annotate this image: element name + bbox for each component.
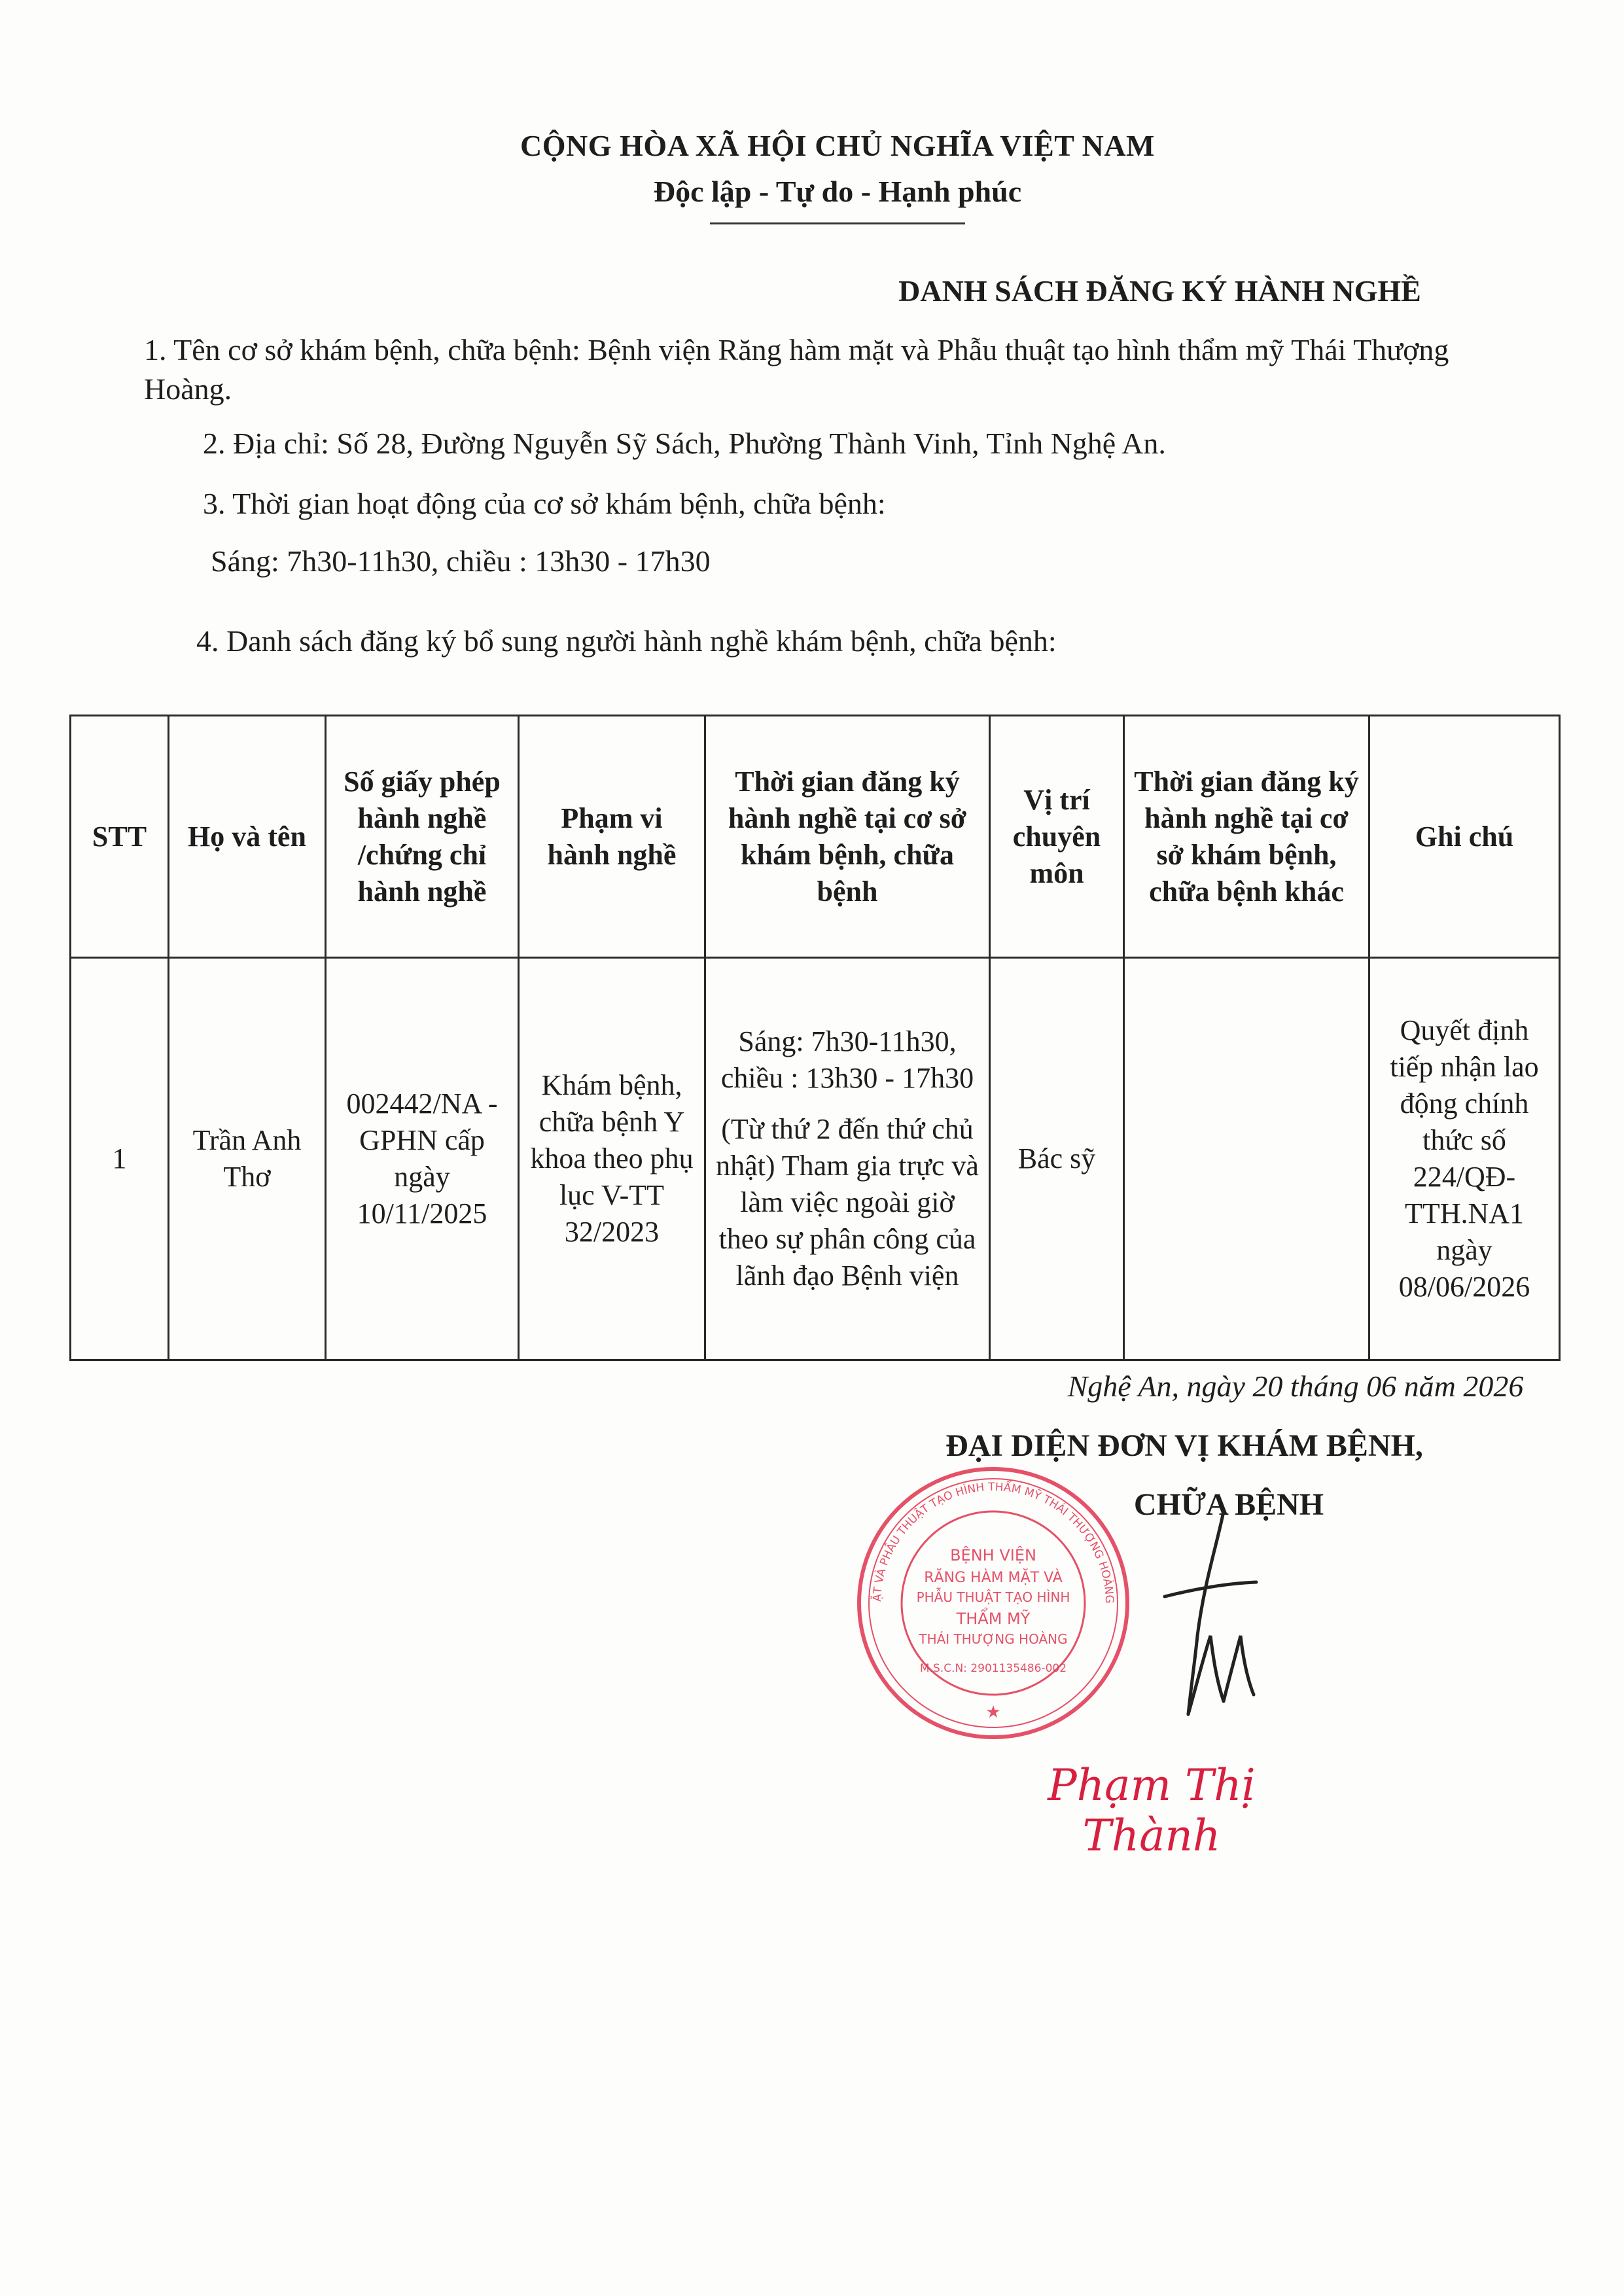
table-header-row: [71, 716, 1560, 958]
cell-time-here: [705, 958, 990, 1360]
cell-note: Quyết định tiếp nhận lao động chính thức số 224/QĐ-TTH.NA1 ngày 08/06/2026: [1369, 958, 1560, 1360]
facility-name-paragraph: 1. Tên cơ sở khám bệnh, chữa bệnh: Bệnh viện Răng hàm mặt và Phẫu thuật tạo hình thẩm mỹ Thái Thượng Hoàng.: [144, 333, 1449, 406]
handwritten-signature: [1125, 1505, 1269, 1727]
nation-heading: CỘNG HÒA XÃ HỘI CHỦ NGHĨA VIỆT NAM: [520, 129, 1155, 162]
stamp-code: M.S.C.N: 2901135486-002: [919, 1662, 1067, 1675]
cell-license: 002442/NA - GPHN cấp ngày 10/11/2025: [326, 958, 519, 1360]
cell-time-here-detail: (Từ thứ 2 đến thứ chủ nhật) Tham gia trực và làm việc ngoài giờ theo sự phân công của lãnh đạo Bệnh viện: [716, 1113, 979, 1292]
registration-table: [69, 715, 1561, 1361]
table-row: [71, 958, 1560, 1360]
document-title: DANH SÁCH ĐĂNG KÝ HÀNH NGHỀ: [898, 274, 1421, 308]
address-paragraph: 2. Địa chỉ: Số 28, Đường Nguyễn Sỹ Sách, Phường Thành Vinh, Tỉnh Nghệ An.: [203, 427, 1166, 460]
header-scope: Phạm vi hành nghề: [519, 716, 705, 958]
header-position: Vị trí chuyên môn: [990, 716, 1124, 958]
cell-scope: Khám bệnh, chữa bệnh Y khoa theo phụ lục V-TT 32/2023: [519, 958, 705, 1360]
registration-list-label: 4. Danh sách đăng ký bổ sung người hành nghề khám bệnh, chữa bệnh:: [196, 624, 1057, 658]
header-time-other: Thời gian đăng ký hành nghề tại cơ sở khám bệnh, chữa bệnh khác: [1124, 716, 1369, 958]
hours-value: Sáng: 7h30-11h30, chiều : 13h30 - 17h30: [211, 544, 711, 578]
cell-position: Bác sỹ: [990, 958, 1124, 1360]
stamp-graphic: [849, 1459, 1137, 1747]
stamp-line3: PHẪU THUẬT TẠO HÌNH: [916, 1589, 1070, 1605]
representative-title-line1: ĐẠI DIỆN ĐƠN VỊ KHÁM BỆNH,: [945, 1428, 1423, 1463]
motto-heading: Độc lập - Tự do - Hạnh phúc: [653, 175, 1022, 208]
motto-underline: [710, 222, 965, 224]
official-stamp: [849, 1459, 1137, 1747]
cell-time-here-hours: Sáng: 7h30-11h30, chiều : 13h30 - 17h30: [720, 1025, 974, 1094]
stamp-star-icon: ★: [985, 1703, 1001, 1722]
cell-time-other: [1124, 958, 1369, 1360]
signer-name: Phạm Thị Thành: [1048, 1760, 1256, 1861]
cell-name: Trần Anh Thơ: [169, 958, 326, 1360]
header-license: Số giấy phép hành nghề /chứng chỉ hành nghề: [326, 716, 519, 958]
header-note: Ghi chú: [1369, 716, 1560, 958]
stamp-line1: BỆNH VIỆN: [950, 1546, 1036, 1564]
stamp-line5: THÁI THƯỢNG HOÀNG: [919, 1631, 1068, 1647]
representative-title-line2: CHỮA BỆNH: [1133, 1487, 1324, 1522]
header-name: Họ và tên: [169, 716, 326, 958]
stamp-line4: THẨM MỸ: [956, 1610, 1031, 1628]
header-stt: STT: [71, 716, 169, 958]
hours-label: 3. Thời gian hoạt động của cơ sở khám bệnh, chữa bệnh:: [203, 487, 886, 520]
header-time-here: Thời gian đăng ký hành nghề tại cơ sở khám bệnh, chữa bệnh: [705, 716, 990, 958]
place-date: Nghệ An, ngày 20 tháng 06 năm 2026: [1067, 1369, 1524, 1403]
cell-stt: 1: [71, 958, 169, 1360]
stamp-line2: RĂNG HÀM MẶT VÀ: [924, 1570, 1063, 1586]
stamp-ring-text: ẶT VÀ PHẪU THUẬT TẠO HÌNH THẨM MỸ THÁI THƯỢNG HOÀNG: [870, 1480, 1116, 1604]
